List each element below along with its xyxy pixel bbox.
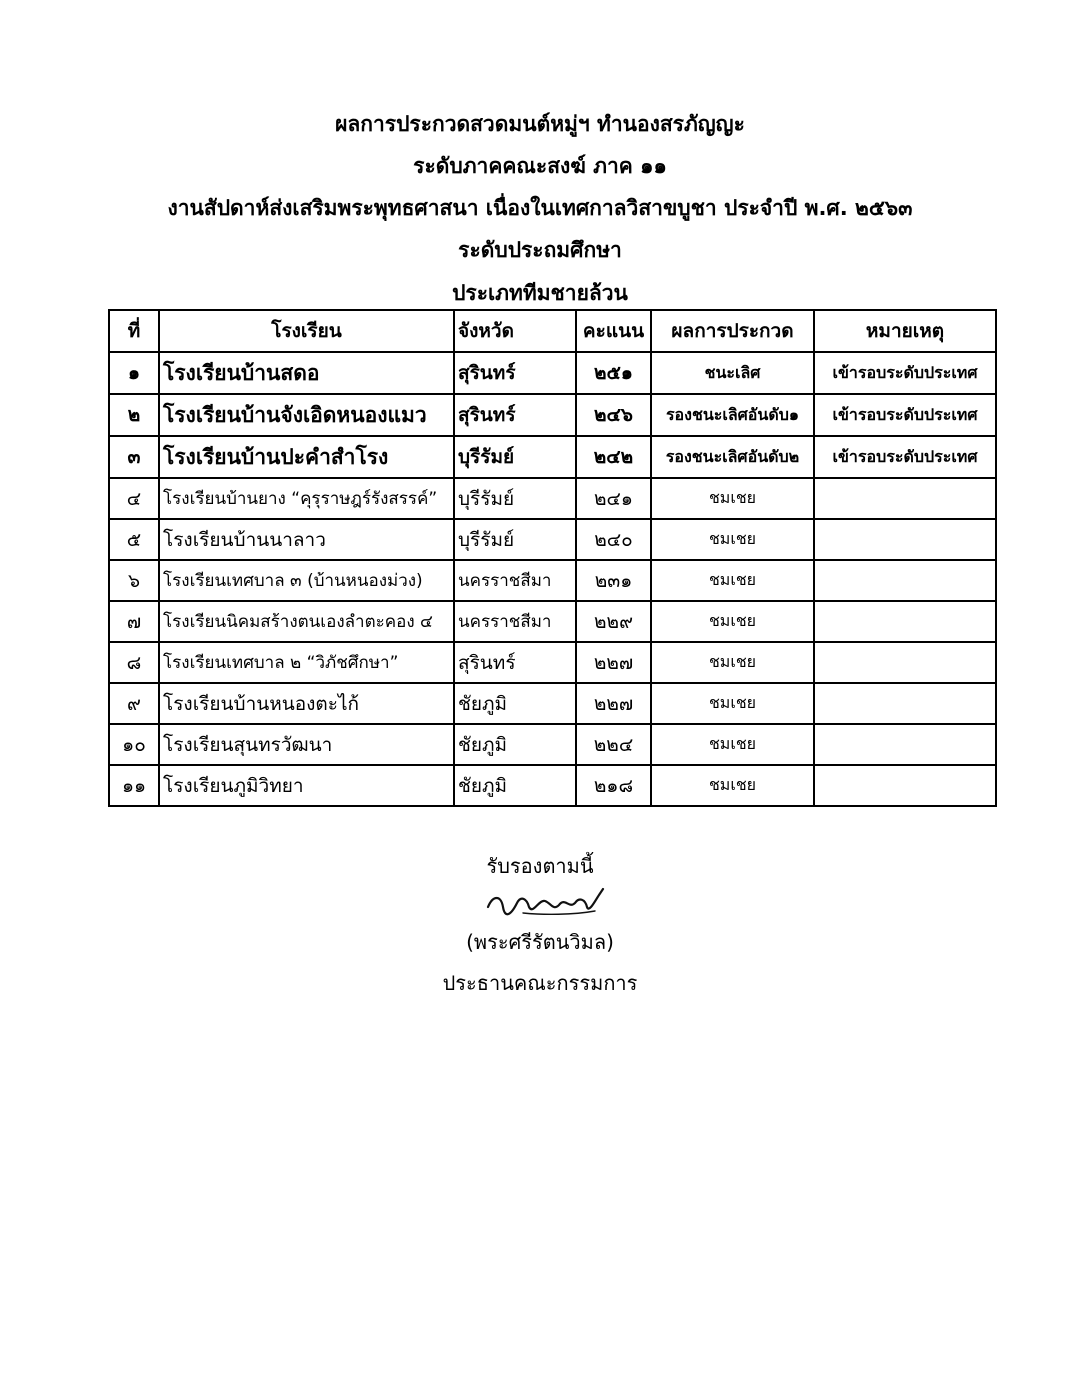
cell-school: โรงเรียนเทศบาล ๓ (บ้านหนองม่วง) <box>159 560 454 601</box>
cell-result: รองชนะเลิศอันดับ๒ <box>651 436 814 478</box>
cell-note <box>814 683 996 724</box>
cell-no: ๒ <box>109 394 159 436</box>
cell-province: นครราชสีมา <box>454 560 576 601</box>
cell-note <box>814 601 996 642</box>
cell-province: สุรินทร์ <box>454 394 576 436</box>
header-note: หมายเหตุ <box>814 310 996 352</box>
header-province: จังหวัด <box>454 310 576 352</box>
table-row <box>109 560 996 601</box>
cell-score: ๒๒๗ <box>576 683 651 724</box>
cell-school: โรงเรียนบ้านนาลาว <box>159 519 454 560</box>
cell-province: สุรินทร์ <box>454 352 576 394</box>
table-row <box>109 436 996 478</box>
cell-school: โรงเรียนบ้านยาง “คุรุราษฎร์รังสรรค์” <box>159 478 454 519</box>
cell-score: ๒๔๒ <box>576 436 651 478</box>
cell-result: ชมเชย <box>651 601 814 642</box>
header-no: ที่ <box>109 310 159 352</box>
cell-result: ชมเชย <box>651 478 814 519</box>
certify-text: รับรองตามนี้ <box>486 854 594 878</box>
cell-no: ๘ <box>109 642 159 683</box>
cell-note <box>814 560 996 601</box>
header-result: ผลการประกวด <box>651 310 814 352</box>
cell-score: ๒๒๔ <box>576 724 651 765</box>
cell-result: ชมเชย <box>651 765 814 806</box>
cell-note <box>814 478 996 519</box>
cell-province: ชัยภูมิ <box>454 683 576 724</box>
cell-province: บุรีรัมย์ <box>454 519 576 560</box>
cell-score: ๒๔๐ <box>576 519 651 560</box>
table-row <box>109 352 996 394</box>
cell-result: ชมเชย <box>651 519 814 560</box>
cell-result: ชมเชย <box>651 642 814 683</box>
cell-score: ๒๔๖ <box>576 394 651 436</box>
cell-score: ๒๕๑ <box>576 352 651 394</box>
table-row <box>109 642 996 683</box>
cell-note: เข้ารอบระดับประเทศ <box>814 436 996 478</box>
title-line-4: ระดับประถมศึกษา <box>458 238 622 262</box>
cell-no: ๔ <box>109 478 159 519</box>
cell-no: ๑๑ <box>109 765 159 806</box>
cell-no: ๓ <box>109 436 159 478</box>
cell-score: ๒๓๑ <box>576 560 651 601</box>
cell-result: ชมเชย <box>651 724 814 765</box>
table-row <box>109 601 996 642</box>
chairman-name: (พระศรีรัตนวิมล) <box>466 930 614 954</box>
cell-school: โรงเรียนนิคมสร้างตนเองลำตะคอง ๔ <box>159 601 454 642</box>
results-table <box>108 309 997 807</box>
cell-school: โรงเรียนบ้านจังเอิดหนองแมว <box>159 394 454 436</box>
table-row <box>109 394 996 436</box>
signature <box>483 885 613 923</box>
cell-no: ๗ <box>109 601 159 642</box>
table-header-row <box>109 310 996 352</box>
cell-school: โรงเรียนเทศบาล ๒ “วิภัชศึกษา” <box>159 642 454 683</box>
table-row <box>109 478 996 519</box>
cell-province: นครราชสีมา <box>454 601 576 642</box>
cell-note <box>814 642 996 683</box>
title-line-3: งานสัปดาห์ส่งเสริมพระพุทธศาสนา เนื่องในเทศกาลวิสาขบูชา ประจำปี พ.ศ. ๒๕๖๓ <box>167 196 913 220</box>
cell-note <box>814 765 996 806</box>
cell-school: โรงเรียนบ้านสดอ <box>159 352 454 394</box>
cell-result: ชมเชย <box>651 560 814 601</box>
table-row <box>109 519 996 560</box>
cell-result: รองชนะเลิศอันดับ๑ <box>651 394 814 436</box>
cell-no: ๕ <box>109 519 159 560</box>
cell-note: เข้ารอบระดับประเทศ <box>814 394 996 436</box>
title-line-2: ระดับภาคคณะสงฆ์ ภาค ๑๑ <box>413 154 667 178</box>
cell-note <box>814 519 996 560</box>
cell-province: ชัยภูมิ <box>454 724 576 765</box>
header-score: คะแนน <box>576 310 651 352</box>
cell-school: โรงเรียนสุนทรวัฒนา <box>159 724 454 765</box>
cell-province: บุรีรัมย์ <box>454 436 576 478</box>
cell-score: ๒๒๗ <box>576 642 651 683</box>
cell-result: ชนะเลิศ <box>651 352 814 394</box>
cell-province: บุรีรัมย์ <box>454 478 576 519</box>
table-row <box>109 683 996 724</box>
cell-no: ๑ <box>109 352 159 394</box>
cell-score: ๒๒๙ <box>576 601 651 642</box>
cell-note <box>814 724 996 765</box>
title-line-1: ผลการประกวดสวดมนต์หมู่ฯ ทำนองสรภัญญะ <box>335 112 745 136</box>
table-row <box>109 724 996 765</box>
cell-no: ๙ <box>109 683 159 724</box>
header-school: โรงเรียน <box>159 310 454 352</box>
title-line-5: ประเภททีมชายล้วน <box>452 281 628 305</box>
cell-school: โรงเรียนบ้านปะคำสำโรง <box>159 436 454 478</box>
cell-result: ชมเชย <box>651 683 814 724</box>
cell-province: ชัยภูมิ <box>454 765 576 806</box>
cell-school: โรงเรียนภูมิวิทยา <box>159 765 454 806</box>
chairman-position: ประธานคณะกรรมการ <box>442 971 638 995</box>
cell-score: ๒๑๘ <box>576 765 651 806</box>
cell-no: ๖ <box>109 560 159 601</box>
cell-school: โรงเรียนบ้านหนองตะไก้ <box>159 683 454 724</box>
cell-score: ๒๔๑ <box>576 478 651 519</box>
cell-note: เข้ารอบระดับประเทศ <box>814 352 996 394</box>
cell-province: สุรินทร์ <box>454 642 576 683</box>
cell-no: ๑๐ <box>109 724 159 765</box>
table-row <box>109 765 996 806</box>
